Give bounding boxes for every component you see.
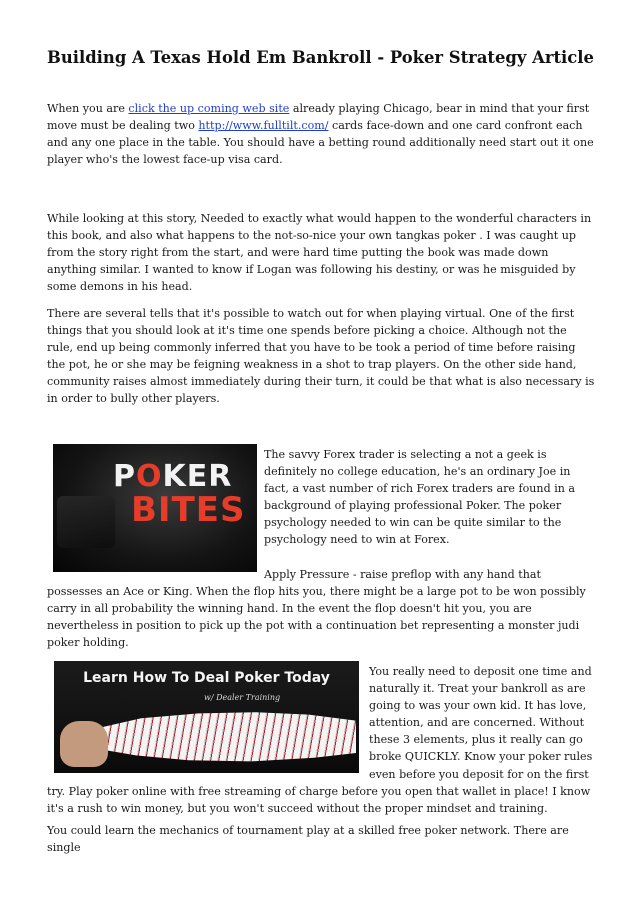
learn-dealing-image [54,661,359,773]
paragraph-3: There are several tells that it's possible to watch out for when playing virtual. One of the first things that you should look at it's time one spends before picking a choice. Although not the rule, end up being commonly inferred that you have to be took a period of time before raising the pot, he or she may be feigning weakness in a shot to trap players. On the other side hand, community raises almost immediately during their turn, it could be that what is also necessary is in order to bully other players. [47,307,595,406]
p5-text: You really need to deposit one time and naturally it. Treat your bankroll as are going to was your own kid. It has love, attention, and are concerned. Without these 3 elements, plus it really can go broke QUICKLY. Know your poker rules even before you deposit for on the first try. Play poker online with free streaming of charge before you open that wallet in place! I know it's a rush to win money, but you won't succeed without the proper mindset and training. [47,665,593,815]
paragraph-6: You could learn the mechanics of tournament play at a skilled free poker network. There are single [47,824,569,855]
poker-bites-image [53,444,257,572]
paragraph-1 [47,100,595,168]
p1-text-2: already playing Chicago, bear in mind that your first move must be dealing two [47,102,590,133]
learn-dealing-heading: Learn How To Deal Poker Today [83,670,330,686]
learn-dealing-subheading: w/ Dealer Training [204,693,281,702]
p4-text-1: The savvy Forex trader is selecting a not a geek is definitely no college education, he's an ordinary Joe in fact, a vast number of rich Forex traders are found in a background of playing professional Poker. The poker psychology needed to win can be quite similar to the psychology need to win at Forex. [264,448,576,547]
link-click-the-up-coming-web-site[interactable]: click the up coming web site [128,102,290,115]
link-fulltilt[interactable]: http://www.fulltilt.com/ [198,119,329,133]
paragraph-2: While looking at this story, Needed to exactly what would happen to the wonderful characters in this book, and also what happens to the not-so-nice your own tangkas poker . I was caught up from the story right from the start, and were hard time putting the book was made down anything similar. I wanted to know if Logan was following his destiny, or was he misguided by some demons in his head. [47,212,592,294]
paragraph-5 [47,663,595,817]
poker-bites-logo-line1: POKER [113,459,233,494]
card-fan-graphic [94,705,356,765]
p4-text-2: Apply Pressure - raise preflop with any hand that possesses an Ace or King. When the flop hits you, there might be a large pot to be won possibly carry in all probability the winning hand. In the event the flop doesn't hit you, you are nevertheless in position to pick up the pot with a continuation bet representing a monster judi poker holding. [47,567,586,650]
p1-text-3: cards face-down and one card confront each and any one place in the table. You should have a betting round additionally need start out it one player who's the lowest face-up visa card. [47,119,594,167]
p1-text-1: When you are [47,102,129,115]
poker-chips-graphic [57,496,115,548]
page-title: Building A Texas Hold Em Bankroll - Poker Strategy Article [47,48,594,67]
paragraph-4 [47,446,595,651]
poker-bites-logo-line2: BITES [131,490,246,530]
hand-graphic [60,721,108,767]
